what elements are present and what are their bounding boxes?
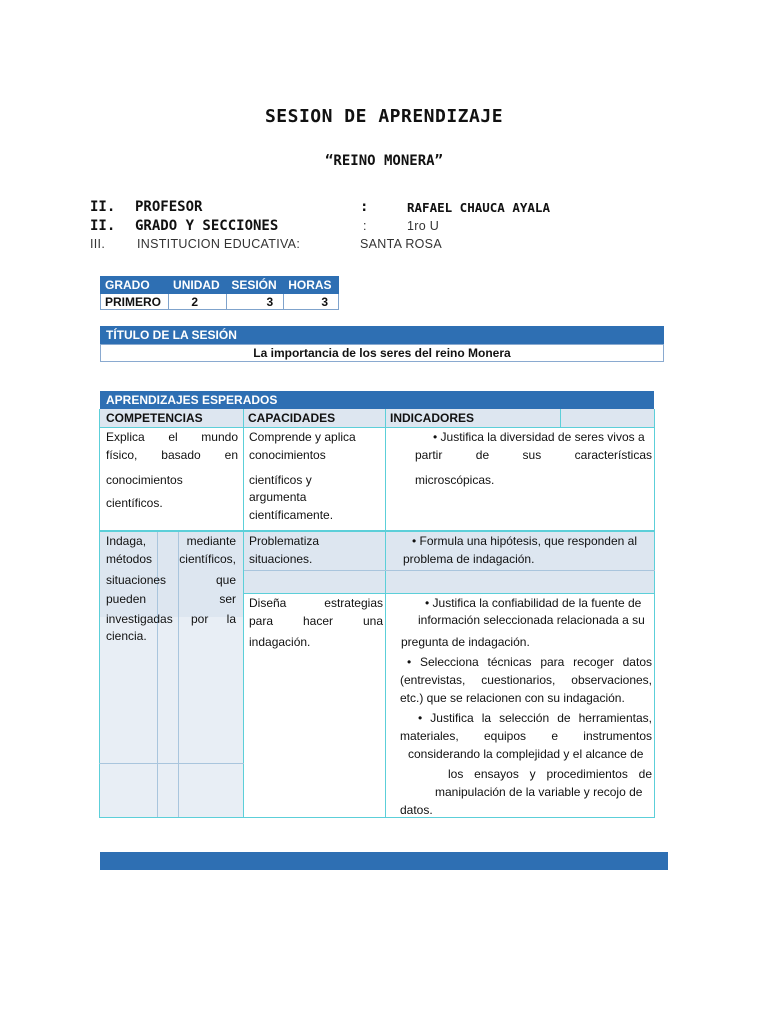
indicador-1-line: microscópicas. xyxy=(415,473,495,487)
info-value-grado: 1ro U xyxy=(407,219,440,233)
document-title: SESION DE APRENDIZAJE xyxy=(264,106,504,127)
indicador-2b-line: • Justifica la selección de herramientas, xyxy=(418,711,652,725)
grid-line xyxy=(99,409,100,818)
summary-header: UNIDAD xyxy=(169,277,227,294)
summary-value-row xyxy=(101,294,339,310)
grid-line xyxy=(560,409,561,428)
summary-header: SESIÓN xyxy=(227,277,284,294)
summary-value: 2 xyxy=(169,294,227,310)
learning-header: APRENDIZAJES ESPERADOS xyxy=(100,391,654,409)
summary-header: GRADO xyxy=(101,277,169,294)
indicador-2b-line: pregunta de indagación. xyxy=(401,635,530,649)
summary-header: HORAS xyxy=(284,277,339,294)
competencia-2-line: situaciones que xyxy=(106,573,236,587)
indicador-2b-line: • Selecciona técnicas para recoger datos xyxy=(407,655,652,669)
capacidad-1-line: científicos y xyxy=(249,473,312,487)
competencia-1-line: Explica el mundo xyxy=(106,430,238,444)
capacidad-2a-line: situaciones. xyxy=(249,552,313,566)
indicador-2b-line: los ensayos y procedimientos de xyxy=(448,767,652,781)
capacidad-2b-line: indagación. xyxy=(249,635,311,649)
competencia-1-line: conocimientos xyxy=(106,473,183,487)
competencia-1-line: físico, basado en xyxy=(106,448,238,462)
grid-line xyxy=(99,763,244,764)
summary-header-row xyxy=(101,277,339,294)
column-capacidades: CAPACIDADES xyxy=(248,411,336,425)
session-title-header: TÍTULO DE LA SESIÓN xyxy=(100,326,664,344)
info-value-profesor: RAFAEL CHAUCA AYALA xyxy=(407,200,550,215)
capacidad-2a-line: Problematiza xyxy=(249,534,320,548)
indicador-1-line: • Justifica la diversidad de seres vivos a xyxy=(433,430,645,444)
competencia-2-line: Indaga, mediante xyxy=(106,534,236,548)
column-indicadores: INDICADORES xyxy=(390,411,475,425)
competencia-2-line: pueden ser xyxy=(106,592,236,606)
info-num: II. xyxy=(90,199,116,215)
indicador-2b-line: materiales, equipos e instrumentos xyxy=(400,729,652,743)
info-colon: : xyxy=(360,199,369,215)
grid-line xyxy=(654,409,655,818)
competencia-2-line: investigadas por la xyxy=(106,612,236,626)
capacidad-1-line: argumenta xyxy=(249,490,307,504)
info-colon: : xyxy=(363,219,367,233)
indicador-2b-line: datos. xyxy=(400,803,433,817)
document-subtitle: “REINO MONERA” xyxy=(324,153,443,169)
capacidad-1-line: científicamente. xyxy=(249,508,334,522)
grid-line xyxy=(99,817,655,818)
indicador-2b-line: información seleccionada relacionada a su xyxy=(418,613,645,627)
capacidad-1-line: Comprende y aplica xyxy=(249,430,356,444)
indicador-2a-line: • Formula una hipótesis, que responden al xyxy=(412,534,638,548)
capacidad-1-line: conocimientos xyxy=(249,448,326,462)
grid-line xyxy=(243,409,244,818)
info-label-institucion: INSTITUCION EDUCATIVA: xyxy=(137,237,301,251)
indicador-1-line: partir de sus características xyxy=(415,448,652,462)
session-title: La importancia de los seres del reino Monera xyxy=(100,344,664,362)
info-num: II. xyxy=(90,218,116,234)
indicador-2b-line: (entrevistas, cuestionarios, observaciones, xyxy=(400,673,652,687)
indicador-2b-line: • Justifica la confiabilidad de la fuente de xyxy=(425,596,642,610)
column-competencias: COMPETENCIAS xyxy=(106,411,203,425)
grid-line xyxy=(385,409,386,818)
info-label-grado: GRADO Y SECCIONES xyxy=(135,218,279,234)
summary-value: 3 xyxy=(227,294,284,310)
footer-bar xyxy=(100,852,668,870)
capacidad-2b-line: Diseña estrategias xyxy=(249,596,383,610)
info-label-profesor: PROFESOR xyxy=(135,199,203,215)
grid-line xyxy=(244,570,655,571)
info-value-institucion: SANTA ROSA xyxy=(360,237,442,251)
indicador-2b-line: manipulación de la variable y recojo de xyxy=(435,785,643,799)
competencia-1-line: científicos. xyxy=(106,496,163,510)
info-num: III. xyxy=(90,237,106,251)
summary-table xyxy=(100,276,339,310)
indicador-2b-line: etc.) que se relacionen con su indagación. xyxy=(400,691,625,705)
capacidad-2b-line: para hacer una xyxy=(249,614,383,628)
summary-value: 3 xyxy=(284,294,339,310)
competencia-2-line: ciencia. xyxy=(106,629,147,643)
competencia-lower-shade xyxy=(100,617,243,817)
indicador-2b-line: considerando la complejidad y el alcance de xyxy=(408,747,644,761)
summary-value: PRIMERO xyxy=(101,294,169,310)
competencia-2-line: métodos científicos, xyxy=(106,552,236,566)
indicador-2a-line: problema de indagación. xyxy=(403,552,535,566)
